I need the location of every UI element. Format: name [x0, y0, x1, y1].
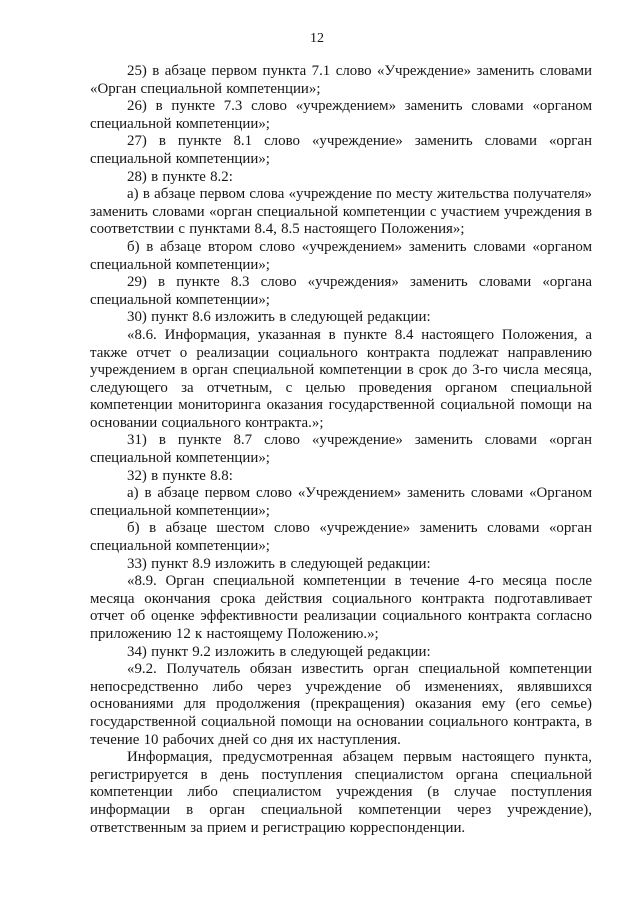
paragraph-item-31: 31) в пункте 8.7 слово «учреждение» заменить словами «орган специальной компетенции»;	[90, 432, 592, 467]
paragraph-item-32a: а) в абзаце первом слово «Учреждением» заменить словами «Органом специальной компетенции»;	[90, 485, 592, 519]
paragraph-item-30: 30) пункт 8.6 изложить в следующей редакции:	[127, 309, 431, 326]
paragraph-item-34: 34) пункт 9.2 изложить в следующей редакции:	[127, 643, 431, 660]
paragraph-quote-8-6: «8.6. Информация, указанная в пункте 8.4 настоящего Положения, а также отчет о реализации социального контракта подлежат направлению учреждением в орган специальной компетенции в срок до 3-го числа месяца, следующего за отчетным, с целью проведения органом специальной компетенции мониторинга оказания государственной социальной помощи на основании социального контракта.»;	[90, 326, 592, 431]
paragraph-item-28b: б) в абзаце втором слово «учреждением» заменить словами «органом специальной компетенции»;	[90, 238, 592, 273]
paragraph-item-27: 27) в пункте 8.1 слово «учреждение» заменить словами «орган специальной компетенции»;	[90, 133, 592, 167]
page-number: 12	[310, 31, 324, 46]
paragraph-item-32: 32) в пункте 8.8:	[127, 467, 233, 484]
paragraph-item-32b: б) в абзаце шестом слово «учреждение» заменить словами «орган специальной компетенции»;	[90, 520, 592, 555]
paragraph-quote-8-9: «8.9. Орган специальной компетенции в течение 4-го месяца после месяца окончания срока действия социального контракта подготавливает отчет об оценке эффективности реализации социального контракта согласно приложению 12 к настоящему Положению.»;	[90, 573, 592, 642]
paragraph-quote-9-2: «9.2. Получатель обязан известить орган специальной компетенции непосредственно либо через учреждение об изменениях, являвшихся основаниями для продолжения (прекращения) оказания ему (его семье) государственной социальной помощи на основании социального контракта, в течение 10 рабочих дней со дня их наступления.	[90, 661, 592, 748]
paragraph-item-29: 29) в пункте 8.3 слово «учреждения» заменить словами «органа специальной компетенции»;	[90, 274, 592, 308]
paragraph-item-33: 33) пункт 8.9 изложить в следующей редакции:	[127, 555, 431, 572]
paragraph-item-28a: а) в абзаце первом слова «учреждение по месту жительства получателя» заменить словами «орган специальной компетенции с участием учреждения в соответствии с пунктами 8.4, 8.5 настоящего Положения»;	[90, 186, 592, 238]
paragraph-item-28: 28) в пункте 8.2:	[127, 168, 233, 185]
paragraph-item-26: 26) в пункте 7.3 слово «учреждением» заменить словами «органом специальной компетенции»;	[90, 98, 592, 132]
document-body	[90, 63, 592, 837]
paragraph-quote-9-2-continued: Информация, предусмотренная абзацем первым настоящего пункта, регистрируется в день поступления специалистом органа специальной компетенции либо специалистом учреждения (в случае поступления информации в орган специальной компетенции через учреждение), ответственным за прием и регистрацию корреспонденции.	[90, 749, 592, 836]
paragraph-item-25: 25) в абзаце первом пункта 7.1 слово «Учреждение» заменить словами «Орган специальной компетенции»;	[90, 63, 592, 97]
